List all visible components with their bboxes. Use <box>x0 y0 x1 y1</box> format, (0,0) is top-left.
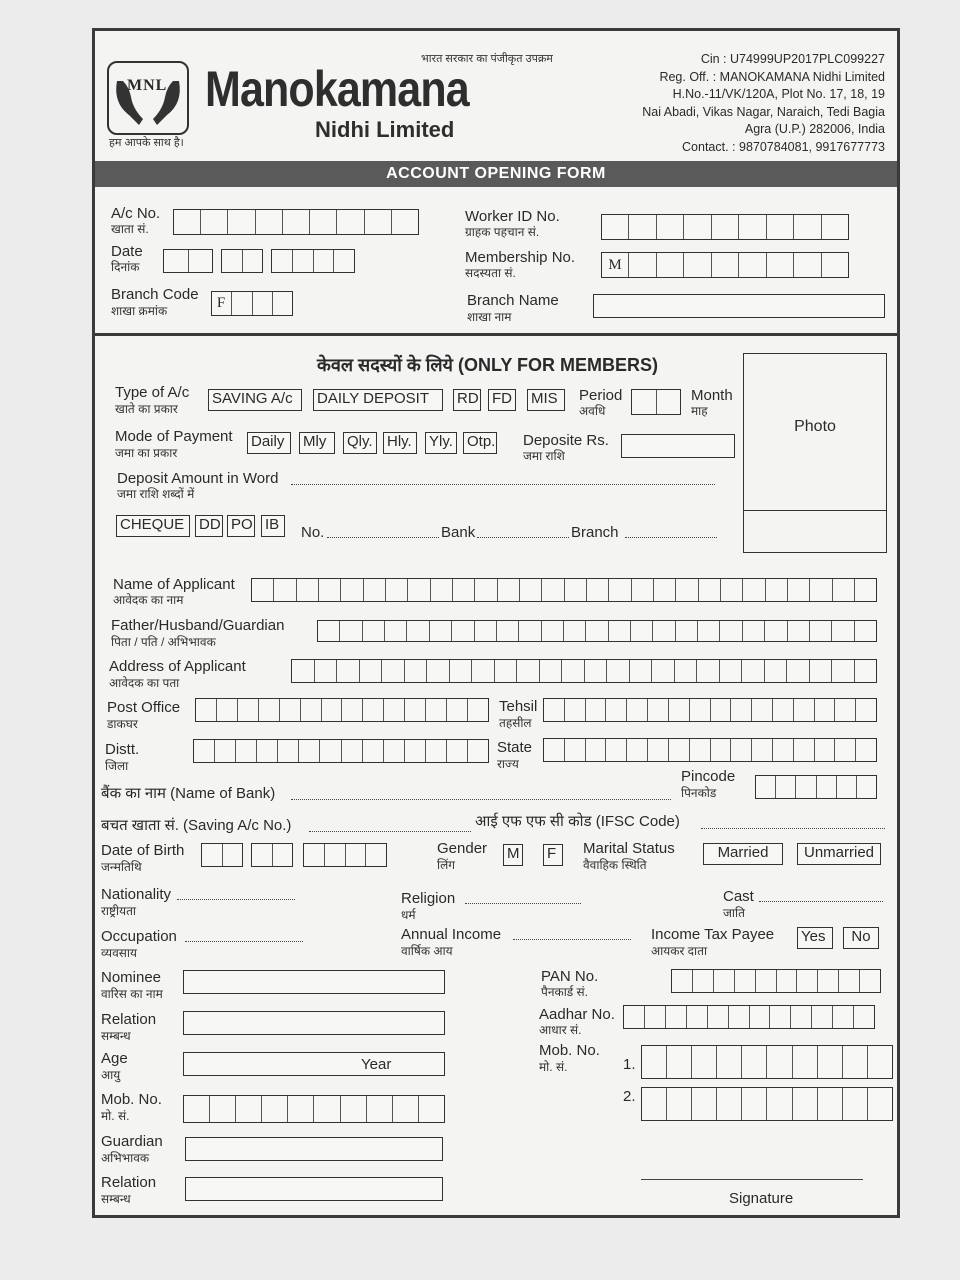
date-day-boxes[interactable] <box>163 249 213 273</box>
amount-word-line[interactable] <box>291 484 715 485</box>
post-office-boxes[interactable] <box>195 698 489 722</box>
deposit-label-hi: जमा राशि <box>523 449 565 463</box>
date-month-boxes[interactable] <box>221 249 263 273</box>
income-label: Annual Income <box>401 926 502 943</box>
mob2-label: 2. <box>623 1088 636 1105</box>
post-office-label-hi: डाकघर <box>107 717 138 731</box>
membership-label: Membership No. <box>465 249 576 266</box>
tagline: हम आपके साथ है। <box>109 137 184 149</box>
address-label-hi: आवेदक का पता <box>109 676 180 690</box>
pay-option-cheque[interactable]: CHEQUE <box>116 515 190 537</box>
income-line[interactable] <box>513 939 631 940</box>
type-option-saving[interactable]: SAVING A/c <box>208 389 302 411</box>
type-option-daily-deposit[interactable]: DAILY DEPOSIT <box>313 389 443 411</box>
bank-name-line[interactable] <box>291 799 671 800</box>
mob1-label: 1. <box>623 1056 636 1073</box>
deposit-label: Deposite Rs. <box>523 432 609 449</box>
cast-label: Cast <box>723 888 754 905</box>
age-field[interactable] <box>183 1052 445 1076</box>
relation-label-hi: सम्बन्ध <box>101 1029 131 1043</box>
religion-line[interactable] <box>465 903 581 904</box>
photo-box <box>743 353 887 553</box>
date-label: Date <box>111 243 143 260</box>
no-line[interactable] <box>327 537 439 538</box>
age-label-hi: आयु <box>101 1068 121 1082</box>
married-option[interactable]: Married <box>703 843 783 865</box>
distt-label: Distt. <box>105 741 140 758</box>
aadhar-label: Aadhar No. <box>539 1006 615 1023</box>
pan-boxes[interactable] <box>671 969 881 993</box>
form-title: ACCOUNT OPENING FORM <box>386 165 606 182</box>
membership-boxes[interactable] <box>601 252 849 278</box>
cin: Cin : U74999UP2017PLC099227 <box>700 52 885 66</box>
dob-month-boxes[interactable] <box>251 843 293 867</box>
guardian-label: Guardian <box>101 1133 163 1150</box>
marital-label: Marital Status <box>583 840 675 857</box>
branch-name-label-hi: शाखा नाम <box>467 310 512 324</box>
relation-field[interactable] <box>183 1011 445 1035</box>
relation-label: Relation <box>101 1011 157 1028</box>
type-option-fd[interactable]: FD <box>488 389 516 411</box>
branch-line[interactable] <box>625 537 717 538</box>
religion-label: Religion <box>401 890 456 907</box>
mode-option-mly[interactable]: Mly <box>299 432 335 454</box>
contact: Contact. : 9870784081, 9917677773 <box>682 139 885 154</box>
form-title-bar <box>95 161 897 187</box>
occupation-line[interactable] <box>185 941 303 942</box>
branch-label: Branch <box>571 524 619 541</box>
religion-label-hi: धर्म <box>401 908 416 922</box>
mode-option-qly[interactable]: Qly. <box>343 432 377 454</box>
relation2-label-hi: सम्बन्ध <box>101 1192 131 1206</box>
mob-label: Mob. No. <box>101 1091 162 1108</box>
nominee-field[interactable] <box>183 970 445 994</box>
branch-code-prefix: F <box>216 295 226 311</box>
period-label: Period <box>579 387 623 404</box>
branch-code-label-hi: शाखा क्रमांक <box>111 304 168 318</box>
date-year-boxes[interactable] <box>271 249 355 273</box>
distt-label-hi: जिला <box>105 759 129 773</box>
pincode-boxes[interactable] <box>755 775 877 799</box>
branch-name-field[interactable] <box>593 294 885 318</box>
father-label-hi: पिता / पति / अभिभावक <box>111 635 216 649</box>
mode-option-hly[interactable]: Hly. <box>383 432 417 454</box>
mode-option-daily[interactable]: Daily <box>247 432 291 454</box>
pan-label: PAN No. <box>541 968 599 985</box>
type-ac-label-hi: खाते का प्रकार <box>115 402 178 416</box>
mode-label: Mode of Payment <box>115 428 233 445</box>
membership-prefix: M <box>608 257 622 273</box>
tehsil-label-hi: तहसील <box>499 716 532 730</box>
guardian-field[interactable] <box>185 1137 443 1161</box>
gov-tag: भारत सरकार का पंजीकृत उपक्रम <box>421 53 553 65</box>
mode-option-yly[interactable]: Yly. <box>425 432 457 454</box>
mob-right-label-hi: मो. सं. <box>539 1060 568 1074</box>
company-info <box>642 51 885 156</box>
gender-f-option[interactable]: F <box>543 844 563 866</box>
bank-line[interactable] <box>477 537 569 538</box>
type-ac-label: Type of A/c <box>115 384 190 401</box>
photo-divider <box>744 510 886 511</box>
type-option-mis[interactable]: MIS <box>527 389 565 411</box>
father-boxes[interactable] <box>317 620 877 642</box>
nationality-label: Nationality <box>101 886 172 903</box>
worker-id-label-hi: ग्राहक पहचान सं. <box>465 225 540 239</box>
nominee-label-hi: वारिस का नाम <box>101 987 163 1001</box>
ac-no-label: A/c No. <box>111 205 161 222</box>
tax-label: Income Tax Payee <box>651 926 775 943</box>
logo <box>107 61 189 135</box>
income-label-hi: वार्षिक आय <box>401 944 453 958</box>
age-label: Age <box>101 1050 128 1067</box>
type-option-rd[interactable]: RD <box>453 389 481 411</box>
pay-option-po[interactable]: PO <box>227 515 255 537</box>
worker-id-label: Worker ID No. <box>465 208 560 225</box>
applicant-name-label-hi: आवेदक का नाम <box>113 593 184 607</box>
bank-name-label: बैंक का नाम (Name of Bank) <box>101 785 276 802</box>
worker-id-boxes[interactable] <box>601 214 849 240</box>
members-heading: केवल सदस्यों के लिये (ONLY FOR MEMBERS) <box>317 355 659 375</box>
father-label: Father/Husband/Guardian <box>111 617 285 634</box>
guardian-label-hi: अभिभावक <box>101 1151 150 1165</box>
aadhar-boxes[interactable] <box>623 1005 875 1029</box>
pincode-label-hi: पिनकोड <box>681 786 717 800</box>
deposit-field[interactable] <box>621 434 735 458</box>
period-boxes[interactable] <box>631 389 681 415</box>
mob1-boxes[interactable] <box>641 1045 893 1079</box>
nominee-mob-boxes[interactable] <box>183 1095 445 1123</box>
cast-label-hi: जाति <box>723 906 745 920</box>
address-line-2: Nai Abadi, Vikas Nagar, Naraich, Tedi Bagia <box>642 104 885 119</box>
month-label: Month <box>691 387 733 404</box>
applicant-name-boxes[interactable] <box>251 578 877 602</box>
period-label-hi: अवधि <box>579 404 606 418</box>
nationality-line[interactable] <box>177 899 295 900</box>
tax-no-option[interactable]: No <box>843 927 879 949</box>
relation2-field[interactable] <box>185 1177 443 1201</box>
signature-line[interactable] <box>641 1179 863 1180</box>
post-office-label: Post Office <box>107 699 181 716</box>
logo-mark: MNL <box>127 77 168 94</box>
gender-label-hi: लिंग <box>437 858 456 872</box>
dob-label: Date of Birth <box>101 842 185 859</box>
marital-label-hi: वैवाहिक स्थिति <box>583 858 647 872</box>
amount-word-label-hi: जमा राशि शब्दों में <box>117 487 195 501</box>
ac-no-label-hi: खाता सं. <box>111 222 149 236</box>
state-label: State <box>497 739 533 756</box>
relation2-label: Relation <box>101 1174 157 1191</box>
brand-sub: Nidhi Limited <box>315 117 455 142</box>
dob-day-boxes[interactable] <box>201 843 243 867</box>
reg-office: Reg. Off. : MANOKAMANA Nidhi Limited <box>659 69 885 84</box>
gender-label: Gender <box>437 840 488 857</box>
ac-no-boxes[interactable] <box>173 209 419 235</box>
bank-label: Bank <box>441 524 476 541</box>
aadhar-label-hi: आधार सं. <box>539 1023 582 1037</box>
occupation-label-hi: व्यवसाय <box>101 946 137 960</box>
dob-label-hi: जन्मतिथि <box>101 860 142 874</box>
pincode-label: Pincode <box>681 768 736 785</box>
branch-code-label: Branch Code <box>111 286 199 303</box>
unmarried-option[interactable]: Unmarried <box>797 843 881 865</box>
signature-label: Signature <box>729 1190 794 1207</box>
tax-label-hi: आयकर दाता <box>651 944 708 958</box>
no-label: No. <box>301 524 325 541</box>
state-boxes[interactable] <box>543 738 877 762</box>
saving-ac-label: बचत खाता सं. (Saving A/c No.) <box>101 817 292 834</box>
address-line-1: H.No.-11/VK/120A, Plot No. 17, 18, 19 <box>672 87 885 101</box>
hands-icon <box>109 63 187 133</box>
saving-ac-line[interactable] <box>309 831 471 832</box>
pay-option-ib[interactable]: IB <box>261 515 285 537</box>
dob-year-boxes[interactable] <box>303 843 387 867</box>
date-label-hi: दिनांक <box>111 260 140 274</box>
mob-right-label: Mob. No. <box>539 1042 600 1059</box>
account-opening-form <box>92 28 900 1218</box>
branch-name-label: Branch Name <box>467 292 559 309</box>
occupation-label: Occupation <box>101 928 177 945</box>
mob2-boxes[interactable] <box>641 1087 893 1121</box>
nominee-label: Nominee <box>101 969 162 986</box>
pay-option-dd[interactable]: DD <box>195 515 223 537</box>
distt-boxes[interactable] <box>193 739 489 763</box>
age-year-label: Year <box>361 1056 392 1073</box>
nationality-label-hi: राष्ट्रीयता <box>101 904 137 918</box>
address-boxes[interactable] <box>291 659 877 683</box>
address-label: Address of Applicant <box>109 658 246 675</box>
pan-label-hi: पैनकार्ड सं. <box>541 985 589 999</box>
brand-name: Manokamana <box>205 61 469 117</box>
tehsil-boxes[interactable] <box>543 698 877 722</box>
applicant-name-label: Name of Applicant <box>113 576 235 593</box>
mob-label-hi: मो. सं. <box>101 1109 130 1123</box>
amount-word-label: Deposit Amount in Word <box>117 470 279 487</box>
tax-yes-option[interactable]: Yes <box>797 927 833 949</box>
state-label-hi: राज्य <box>497 757 519 771</box>
month-label-hi: माह <box>691 404 708 418</box>
address-line-3: Agra (U.P.) 282006, India <box>744 122 885 136</box>
gender-m-option[interactable]: M <box>503 844 523 866</box>
ifsc-label: आई एफ एफ सी कोड (IFSC Code) <box>475 813 680 830</box>
tehsil-label: Tehsil <box>499 698 538 715</box>
ifsc-line[interactable] <box>701 828 885 829</box>
section-divider <box>95 333 897 336</box>
mode-label-hi: जमा का प्रकार <box>115 446 178 460</box>
photo-label: Photo <box>794 418 836 435</box>
cast-line[interactable] <box>759 901 883 902</box>
mode-option-otp[interactable]: Otp. <box>463 432 497 454</box>
membership-label-hi: सदस्यता सं. <box>465 266 516 280</box>
